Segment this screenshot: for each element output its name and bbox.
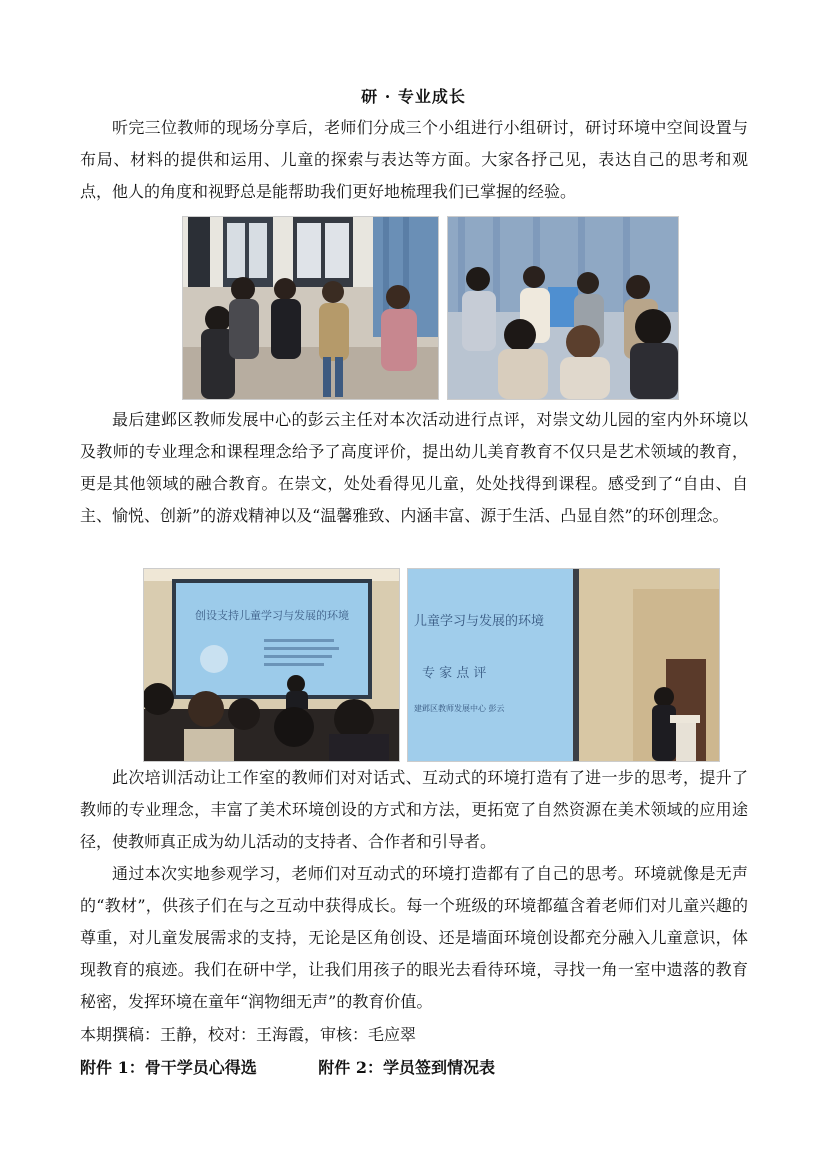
photo-lecture-slide xyxy=(143,568,400,762)
slide-left-title: 创设支持儿童学习与发展的环境 xyxy=(195,609,349,622)
paragraph-visit-summary: 通过本次实地参观学习，老师们对互动式的环境打造都有了自己的思考。环境就像是无声的“教材”，供孩子们在与之互动中获得成长。每一个班级的环境都蕴含着老师们对儿童兴趣的尊重，对儿童发展需求的支持，无论是区角创设、还是墙面环境创设都充分融入儿童意识，体现教育的痕迹。我们在研中学，让我们用孩子的眼光去看待环境，寻找一角一室中遗落的教育秘密，发挥环境在童年“润物细无声”的教育价值。 xyxy=(80,864,748,1011)
photo-group-discussion-1 xyxy=(182,216,439,400)
attachment-1-link[interactable]: 附件 1：骨干学员心得选 xyxy=(80,1058,257,1077)
photo-group-discussion-2 xyxy=(447,216,679,400)
section-title: 研 · 专业成长 xyxy=(361,87,466,106)
attachments-line xyxy=(80,1055,551,1078)
photo-expert-review-slide xyxy=(407,568,720,762)
attachment-2-link[interactable]: 附件 2：学员签到情况表 xyxy=(318,1058,496,1077)
slide-right-subtitle: 专 家 点 评 xyxy=(422,666,487,681)
slide-right-title: 儿童学习与发展的环境 xyxy=(414,614,545,629)
paragraph-expert-review: 最后建邺区教师发展中心的彭云主任对本次活动进行点评，对崇文幼儿园的室内外环境以及教师的专业理念和课程理念给予了高度评价，提出幼儿美育教育不仅只是艺术领域的教育，更是其他领域的融合教育。在崇文，处处看得见儿童，处处找得到课程。感受到了“自由、自主、愉悦、创新”的游戏精神以及“温馨雅致、内涵丰富、源于生活、凸显自然”的环创理念。 xyxy=(80,410,748,525)
editorial-credits: 本期撰稿：王静，校对：王海霞，审核：毛应翠 xyxy=(80,1025,417,1044)
slide-right-presenter: 建邺区教师发展中心 彭云 xyxy=(414,704,505,713)
paragraph-discussion: 听完三位教师的现场分享后，老师们分成三个小组进行小组研讨，研讨环境中空间设置与布局、材料的提供和运用、儿童的探索与表达等方面。大家各抒己见，表达自己的思考和观点，他人的角度和视野总是能帮助我们更好地梳理我们已掌握的经验。 xyxy=(80,118,748,201)
paragraph-training-reflection: 此次培训活动让工作室的教师们对对话式、互动式的环境打造有了进一步的思考，提升了教师的专业理念，丰富了美术环境创设的方式和方法，更拓宽了自然资源在美术领域的应用途径，使教师真正成为幼儿活动的支持者、合作者和引导者。 xyxy=(80,768,748,851)
